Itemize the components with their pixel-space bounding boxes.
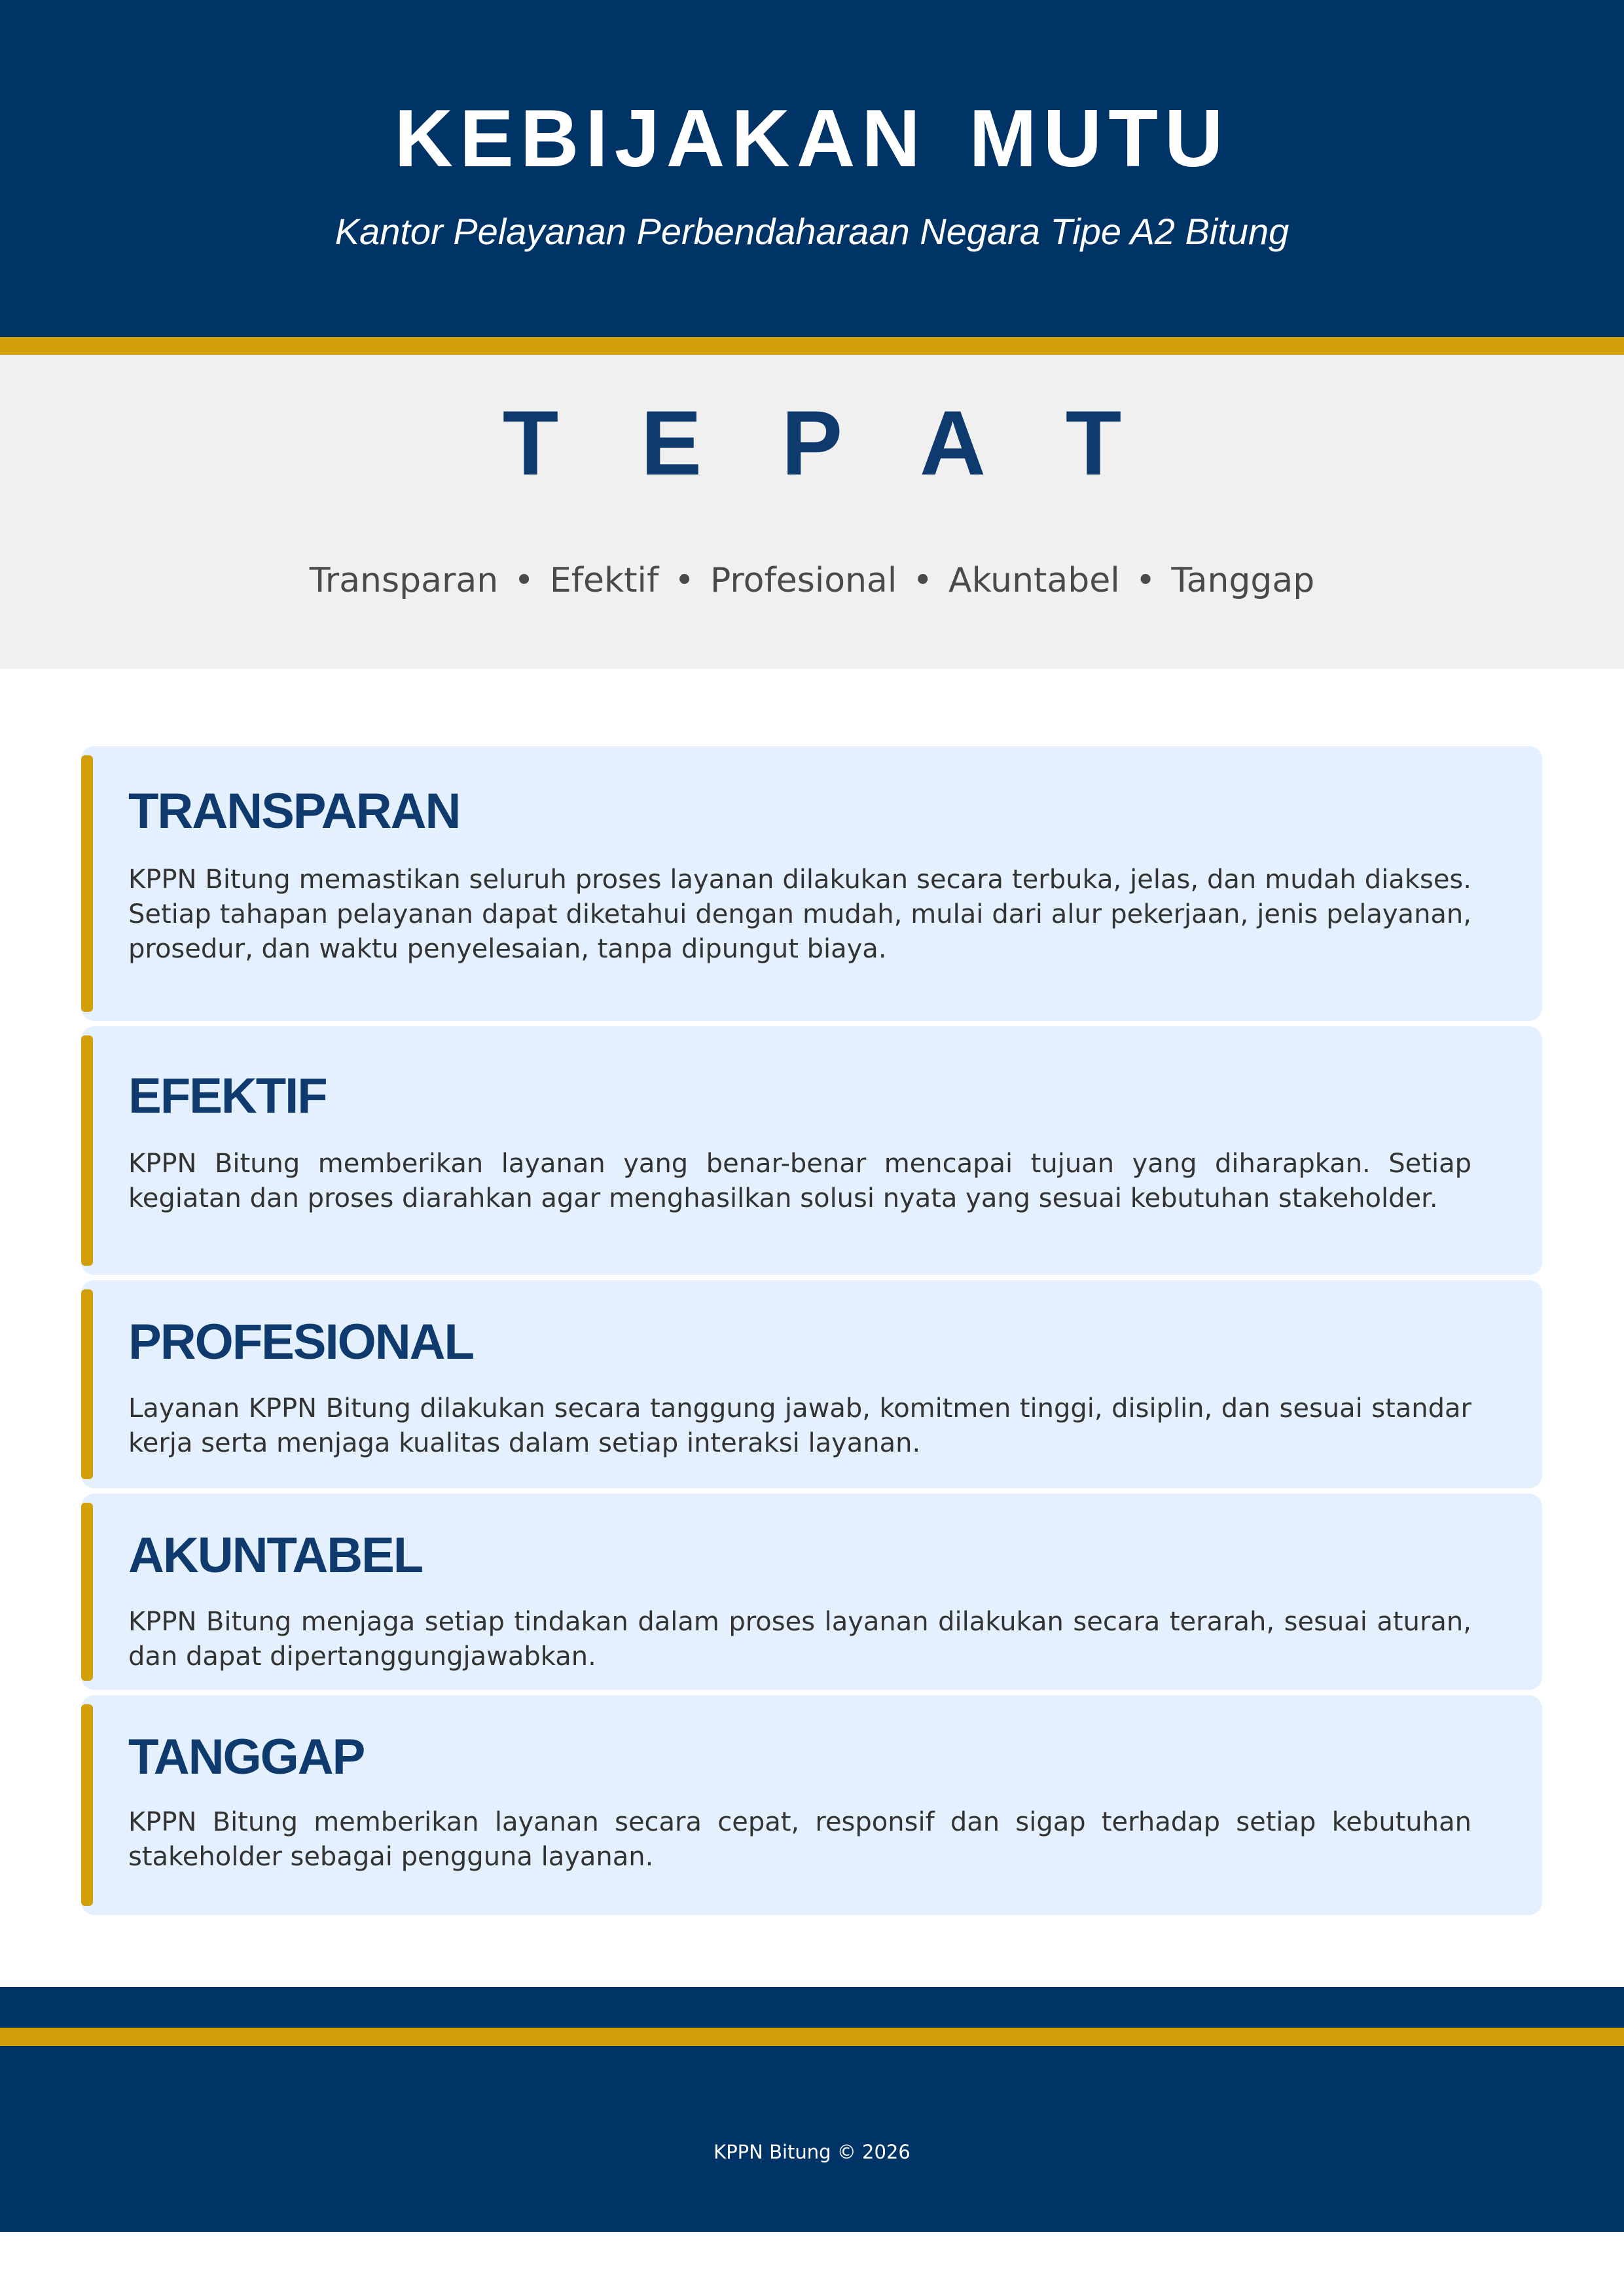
card-title: AKUNTABEL	[128, 1528, 423, 1583]
acronym-word: Efektif	[549, 561, 659, 600]
acronym-letter: E	[640, 391, 702, 494]
footer-copyright: KPPN Bitung © 2026	[713, 2141, 911, 2163]
value-card-tanggap	[81, 1695, 1542, 1915]
bullet-separator: •	[912, 561, 933, 600]
acronym-word: Akuntabel	[948, 561, 1120, 600]
card-title: TANGGAP	[128, 1729, 365, 1785]
card-text: KPPN Bitung menjaga setiap tindakan dalam proses layanan dilakukan secara terarah, sesuai aturan, dan dapat dipertanggungjawabkan.	[128, 1607, 1471, 1672]
page-subtitle: Kantor Pelayanan Perbendaharaan Negara Tipe A2 Bitung	[334, 211, 1290, 252]
card-text: Layanan KPPN Bitung dilakukan secara tanggung jawab, komitmen tinggi, disiplin, dan sesuai standar kerja serta menjaga kualitas dalam setiap interaksi layanan.	[128, 1393, 1471, 1458]
value-card-profesional	[81, 1280, 1542, 1488]
value-card-akuntabel	[81, 1494, 1542, 1690]
acronym-word: Transparan	[309, 561, 499, 600]
card-title: PROFESIONAL	[128, 1314, 473, 1370]
footer-banner	[0, 1987, 1624, 2232]
card-accent-bar	[81, 1503, 93, 1681]
card-accent-bar	[81, 1704, 93, 1906]
acronym-section	[0, 355, 1624, 669]
page-title: KEBIJAKAN MUTU	[394, 94, 1230, 184]
card-title: TRANSPARAN	[128, 783, 460, 839]
acronym-letter: T	[502, 391, 559, 494]
acronym-words	[0, 558, 1624, 603]
card-accent-bar	[81, 1289, 93, 1479]
card-accent-bar	[81, 1035, 93, 1266]
value-card-efektif	[81, 1026, 1542, 1275]
value-card-transparan	[81, 746, 1542, 1021]
card-text: KPPN Bitung memberikan layanan yang benar-benar mencapai tujuan yang diharapkan. Setiap kegiatan dan proses diarahkan agar menghasilkan solusi nyata yang sesuai kebutuhan stakeholder.	[128, 1149, 1471, 1213]
card-text: KPPN Bitung memastikan seluruh proses layanan dilakukan secara terbuka, jelas, dan mudah diakses. Setiap tahapan pelayanan dapat diketahui dengan mudah, mulai dari alur pekerjaan, jenis pelayanan, prosedur, dan waktu penyelesaian, tanpa dipungut biaya.	[128, 865, 1471, 964]
acronym-letter: P	[781, 391, 843, 494]
acronym-word: Tanggap	[1171, 561, 1315, 600]
card-text: KPPN Bitung memberikan layanan secara cepat, responsif dan sigap terhadap setiap kebutuhan stakeholder sebagai pengguna layanan.	[128, 1807, 1471, 1872]
acronym-letter: T	[1065, 391, 1122, 494]
bullet-separator: •	[674, 561, 695, 600]
header-banner	[0, 0, 1624, 337]
acronym-word: Profesional	[710, 561, 897, 600]
card-title: EFEKTIF	[128, 1068, 327, 1124]
header-gold-divider	[0, 337, 1624, 355]
footer-gold-divider	[0, 2028, 1624, 2046]
bullet-separator: •	[1135, 561, 1156, 600]
acronym-letters	[0, 387, 1624, 499]
card-accent-bar	[81, 755, 93, 1012]
acronym-letter: A	[919, 391, 986, 494]
bullet-separator: •	[514, 561, 534, 600]
